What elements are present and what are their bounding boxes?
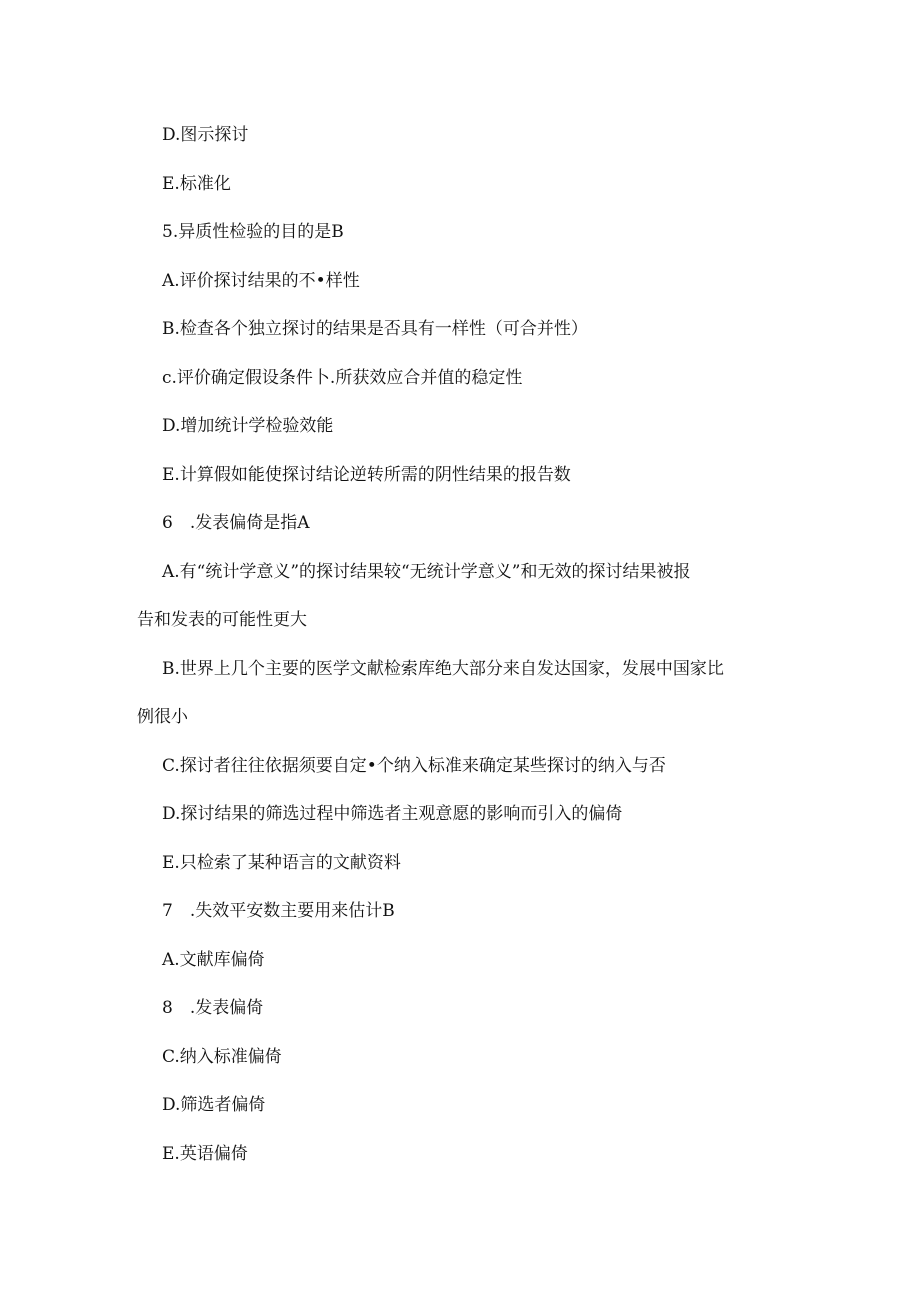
option-c-line: c.评价确定假设条件卜.所获效应合并值的稳定性 <box>162 368 523 388</box>
option-c-line: C.探讨者往往依据须要自定•个纳入标准来确定某些探讨的纳入与否 <box>162 756 666 776</box>
option-e-line: E.计算假如能使探讨结论逆转所需的阴性结果的报告数 <box>162 465 571 485</box>
option-b-line: B.检查各个独立探讨的结果是否具有一样性（可合并性） <box>162 319 588 339</box>
question-8-line: 8 .发表偏倚 <box>162 998 264 1018</box>
option-c-line: C.纳入标准偏倚 <box>162 1047 282 1067</box>
option-d-line: D.增加统计学检验效能 <box>162 416 334 436</box>
option-a-continuation-line: 告和发表的可能性更大 <box>137 610 307 630</box>
option-b-continuation-line: 例很小 <box>137 707 188 727</box>
option-e-line: E.英语偏倚 <box>162 1144 248 1164</box>
question-7-line: 7 .失效平安数主要用来估计B <box>162 901 395 921</box>
option-e-line: E.标准化 <box>162 174 231 194</box>
option-d-line: D.图示探讨 <box>162 125 249 145</box>
option-e-line: E.只检索了某种语言的文献资料 <box>162 853 401 873</box>
option-a-line: A.有“统计学意义”的探讨结果较“无统计学意义”和无效的探讨结果被报 <box>162 562 691 582</box>
option-a-line: A.文献库偏倚 <box>162 950 265 970</box>
option-b-line: B.世界上几个主要的医学文献检索库绝大部分来自发达国家，发展中国家比 <box>162 659 724 679</box>
option-d-line: D.筛选者偏倚 <box>162 1095 266 1115</box>
option-d-line: D.探讨结果的筛选过程中筛选者主观意愿的影响而引入的偏倚 <box>162 804 623 824</box>
question-6-line: 6 .发表偏倚是指A <box>162 513 310 533</box>
option-a-line: A.评价探讨结果的不•样性 <box>162 271 360 291</box>
question-5-line: 5.异质性检验的目的是B <box>162 222 344 242</box>
